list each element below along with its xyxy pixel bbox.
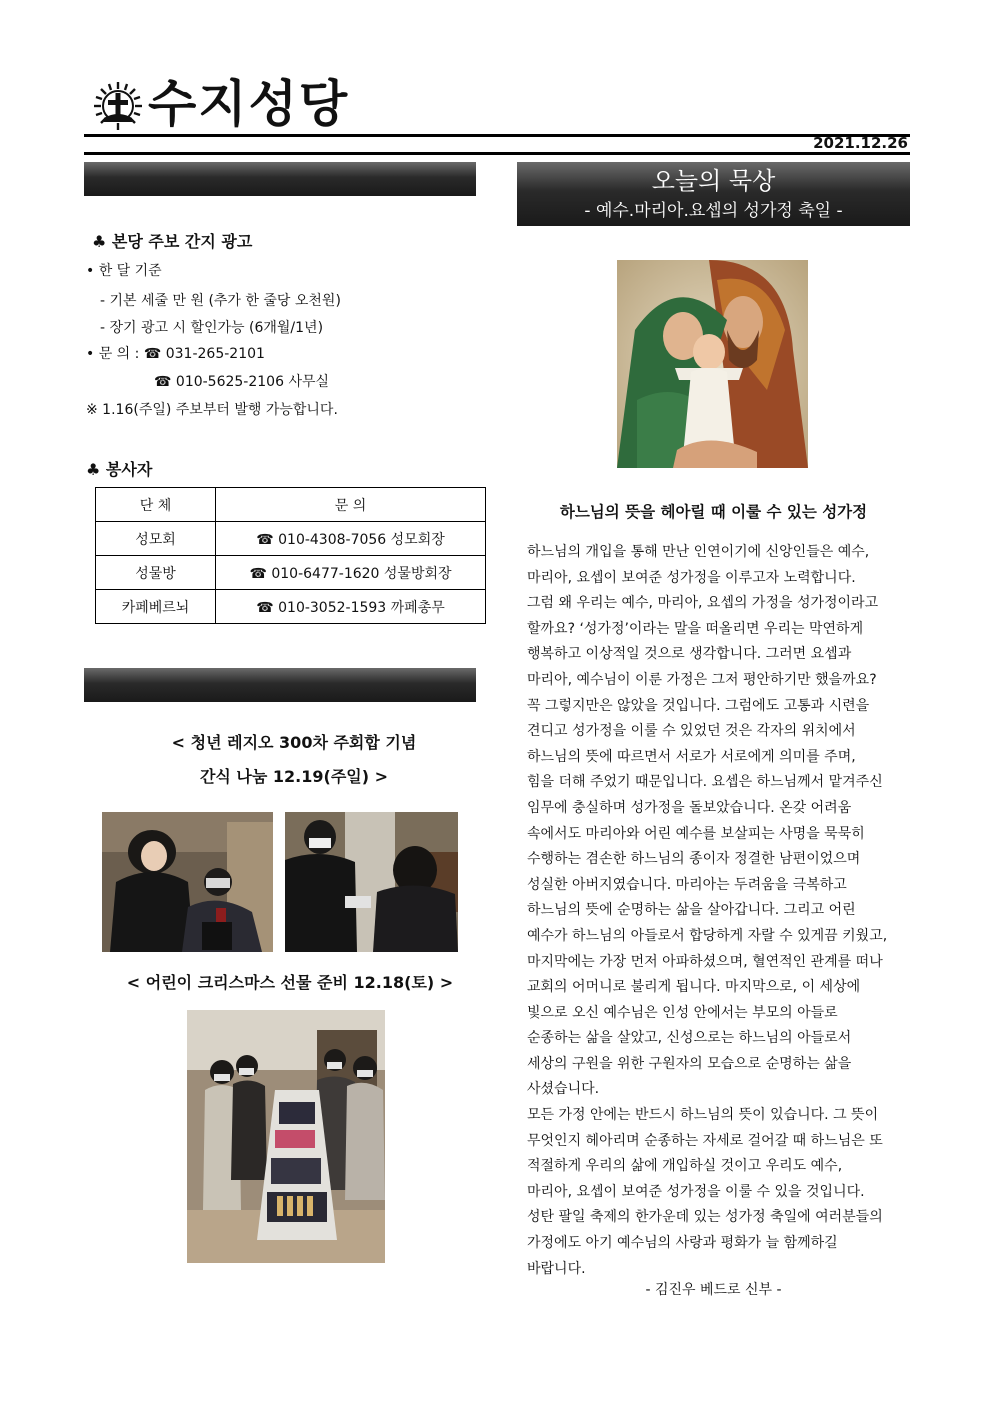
ad-line-long: - 장기 광고 시 할인가능 (6개월/1년) xyxy=(100,320,324,336)
meditation-heading: 하느님의 뜻을 헤아릴 때 이룰 수 있는 성가정 xyxy=(559,503,868,521)
header-rule-top xyxy=(84,134,910,137)
inquiry-label: • 문 의 : xyxy=(86,346,140,362)
phone-icon: ☎ xyxy=(154,374,172,390)
meditation-banner-subtitle: - 예수.마리아.요셉의 성가정 축일 - xyxy=(584,201,843,221)
parish-title: 수지성당 xyxy=(148,75,350,133)
table-header-contact: 문 의 xyxy=(216,488,486,522)
volunteer-table xyxy=(95,487,486,624)
holy-family-painting xyxy=(617,260,808,468)
recruit-banner xyxy=(84,162,476,227)
ad-phone-1: 031-265-2101 xyxy=(165,346,265,362)
meditation-body: 하느님의 개입을 통해 만난 인연이기에 신앙인들은 예수, 마리아, 요셉이 보여준 성가정을 이루고자 노력합니다. 그럼 왜 우리는 예수, 마리아, 요셉의 가정을 성가정이라고 할까요? ‘성가정’이라는 말을 떠올리면 우리는 막연하게 행복하고 이상적일 것으로 생각합니다. 그러면 요셉과 마리아, 예수님이 이룬 가정은 그저 평안하기만 했을까요? 꼭 그렇지만은 않았을 것입니다. 그럼에도 고통과 시련을 견디고 성가정을 이룰 수 있었던 것은 각자의 위치에서 하느님의 뜻에 따르면서 서로가 서로에게 의미를 주며, 힘을 더해 주었기 때문입니다. 요셉은 하느님께서 맡겨주신 임무에 충실하며 성가정을 돌보았습니다. 온갖 어려움 속에서도 마리아와 어린 예수를 보살피는 사명을 묵묵히 수행하는 겸손한 하느님의 종이자 정결한 남편이었으며 성실한 아버지였습니다. 마리아는 두려움을 극복하고 하느님의 뜻에 순명하는 삶을 살아갑니다. 그리고 어린 예수가 하느님의 아들로서 합당하게 자랄 수 있게끔 키웠고, 마지막에는 가장 먼저 아파하셨으며, 혈연적인 관계를 떠나 교회의 어머니로 불리게 됩니다. 마지막으로, 이 세상에 빛으로 오신 예수님은 인성 안에서는 부모의 아들로 순종하는 삶을 살았고, 신성으로는 하느님의 아들로서 세상의 구원을 위한 구원자의 모습으로 순명하는 삶을 사셨습니다. 모든 가정 안에는 반드시 하느님의 뜻이 있습니다. 그 뜻이 무엇인지 헤아리며 순종하는 자세로 걸어갈 때 하느님은 또 적절하게 우리의 삶에 개입하실 것이고 우리도 예수, 마리아, 요셉이 보여준 성가정을 이룰 수 있을 것입니다. 성탄 팔일 축제의 한가운데 있는 성가정 축일에 여러분들의 가정에도 아기 예수님의 사랑과 평화가 늘 함께하길 바랍니다. xyxy=(527,544,888,1277)
meditation-signature: - 김진우 베드로 신부 - xyxy=(645,1282,782,1298)
table-header-row xyxy=(96,488,486,522)
volunteer-heading-text: 봉사자 xyxy=(105,460,153,479)
header-rule-bottom xyxy=(84,152,910,155)
table-row xyxy=(96,522,486,556)
table-row xyxy=(96,590,486,624)
events-banner xyxy=(84,668,476,733)
contact-cell xyxy=(216,522,486,556)
event-photo-legio-2 xyxy=(285,812,458,952)
ad-note: ※ 1.16(주일) 주보부터 발행 가능합니다. xyxy=(86,402,338,418)
contact-cell xyxy=(216,590,486,624)
ad-inquiry xyxy=(86,340,265,368)
ad-bullet-basis: • 한 달 기준 xyxy=(86,263,162,279)
ad-line-basic: - 기본 세줄 만 원 (추가 한 줄당 오천원) xyxy=(100,293,341,309)
club-icon: ♣ xyxy=(86,460,101,479)
contact-cell xyxy=(216,556,486,590)
phone-icon: ☎ xyxy=(143,346,162,362)
event-caption-1b: 간식 나눔 12.19(주일) > xyxy=(199,767,389,786)
contact-text: 010-6477-1620 성물방회장 xyxy=(271,565,452,582)
ad-heading xyxy=(92,229,252,252)
phone-icon: ☎ xyxy=(256,531,279,548)
contact-text: 010-4308-7056 성모회장 xyxy=(278,531,445,548)
meditation-banner-title: 오늘의 묵상 xyxy=(651,167,776,195)
ad-heading-text: 본당 주보 간지 광고 xyxy=(111,232,253,251)
phone-icon: ☎ xyxy=(249,565,272,582)
events-banner-title: 행 사 xyxy=(226,705,349,733)
table-row xyxy=(96,556,486,590)
recruit-banner-title: 모 집 xyxy=(226,199,349,227)
club-icon: ♣ xyxy=(92,232,107,251)
volunteer-heading xyxy=(86,457,152,480)
contact-text: 010-3052-1593 까페총무 xyxy=(278,599,445,616)
ad-inquiry-2 xyxy=(154,368,329,396)
group-cell: 카페베르뇌 xyxy=(96,590,216,624)
event-caption-1a: < 청년 레지오 300차 주회합 기념 xyxy=(171,733,417,752)
table-header-group: 단 체 xyxy=(96,488,216,522)
event-photo-legio-1 xyxy=(102,812,273,952)
event-caption-2: < 어린이 크리스마스 선물 준비 12.18(토) > xyxy=(126,973,454,992)
issue-date: 2021.12.26 xyxy=(813,134,908,152)
meditation-banner xyxy=(517,162,910,226)
group-cell: 성모회 xyxy=(96,522,216,556)
group-cell: 성물방 xyxy=(96,556,216,590)
church-logo xyxy=(92,80,144,132)
ad-phone-2: 010-5625-2106 사무실 xyxy=(175,374,330,390)
event-photo-christmas-prep xyxy=(187,1010,385,1263)
phone-icon: ☎ xyxy=(256,599,279,616)
